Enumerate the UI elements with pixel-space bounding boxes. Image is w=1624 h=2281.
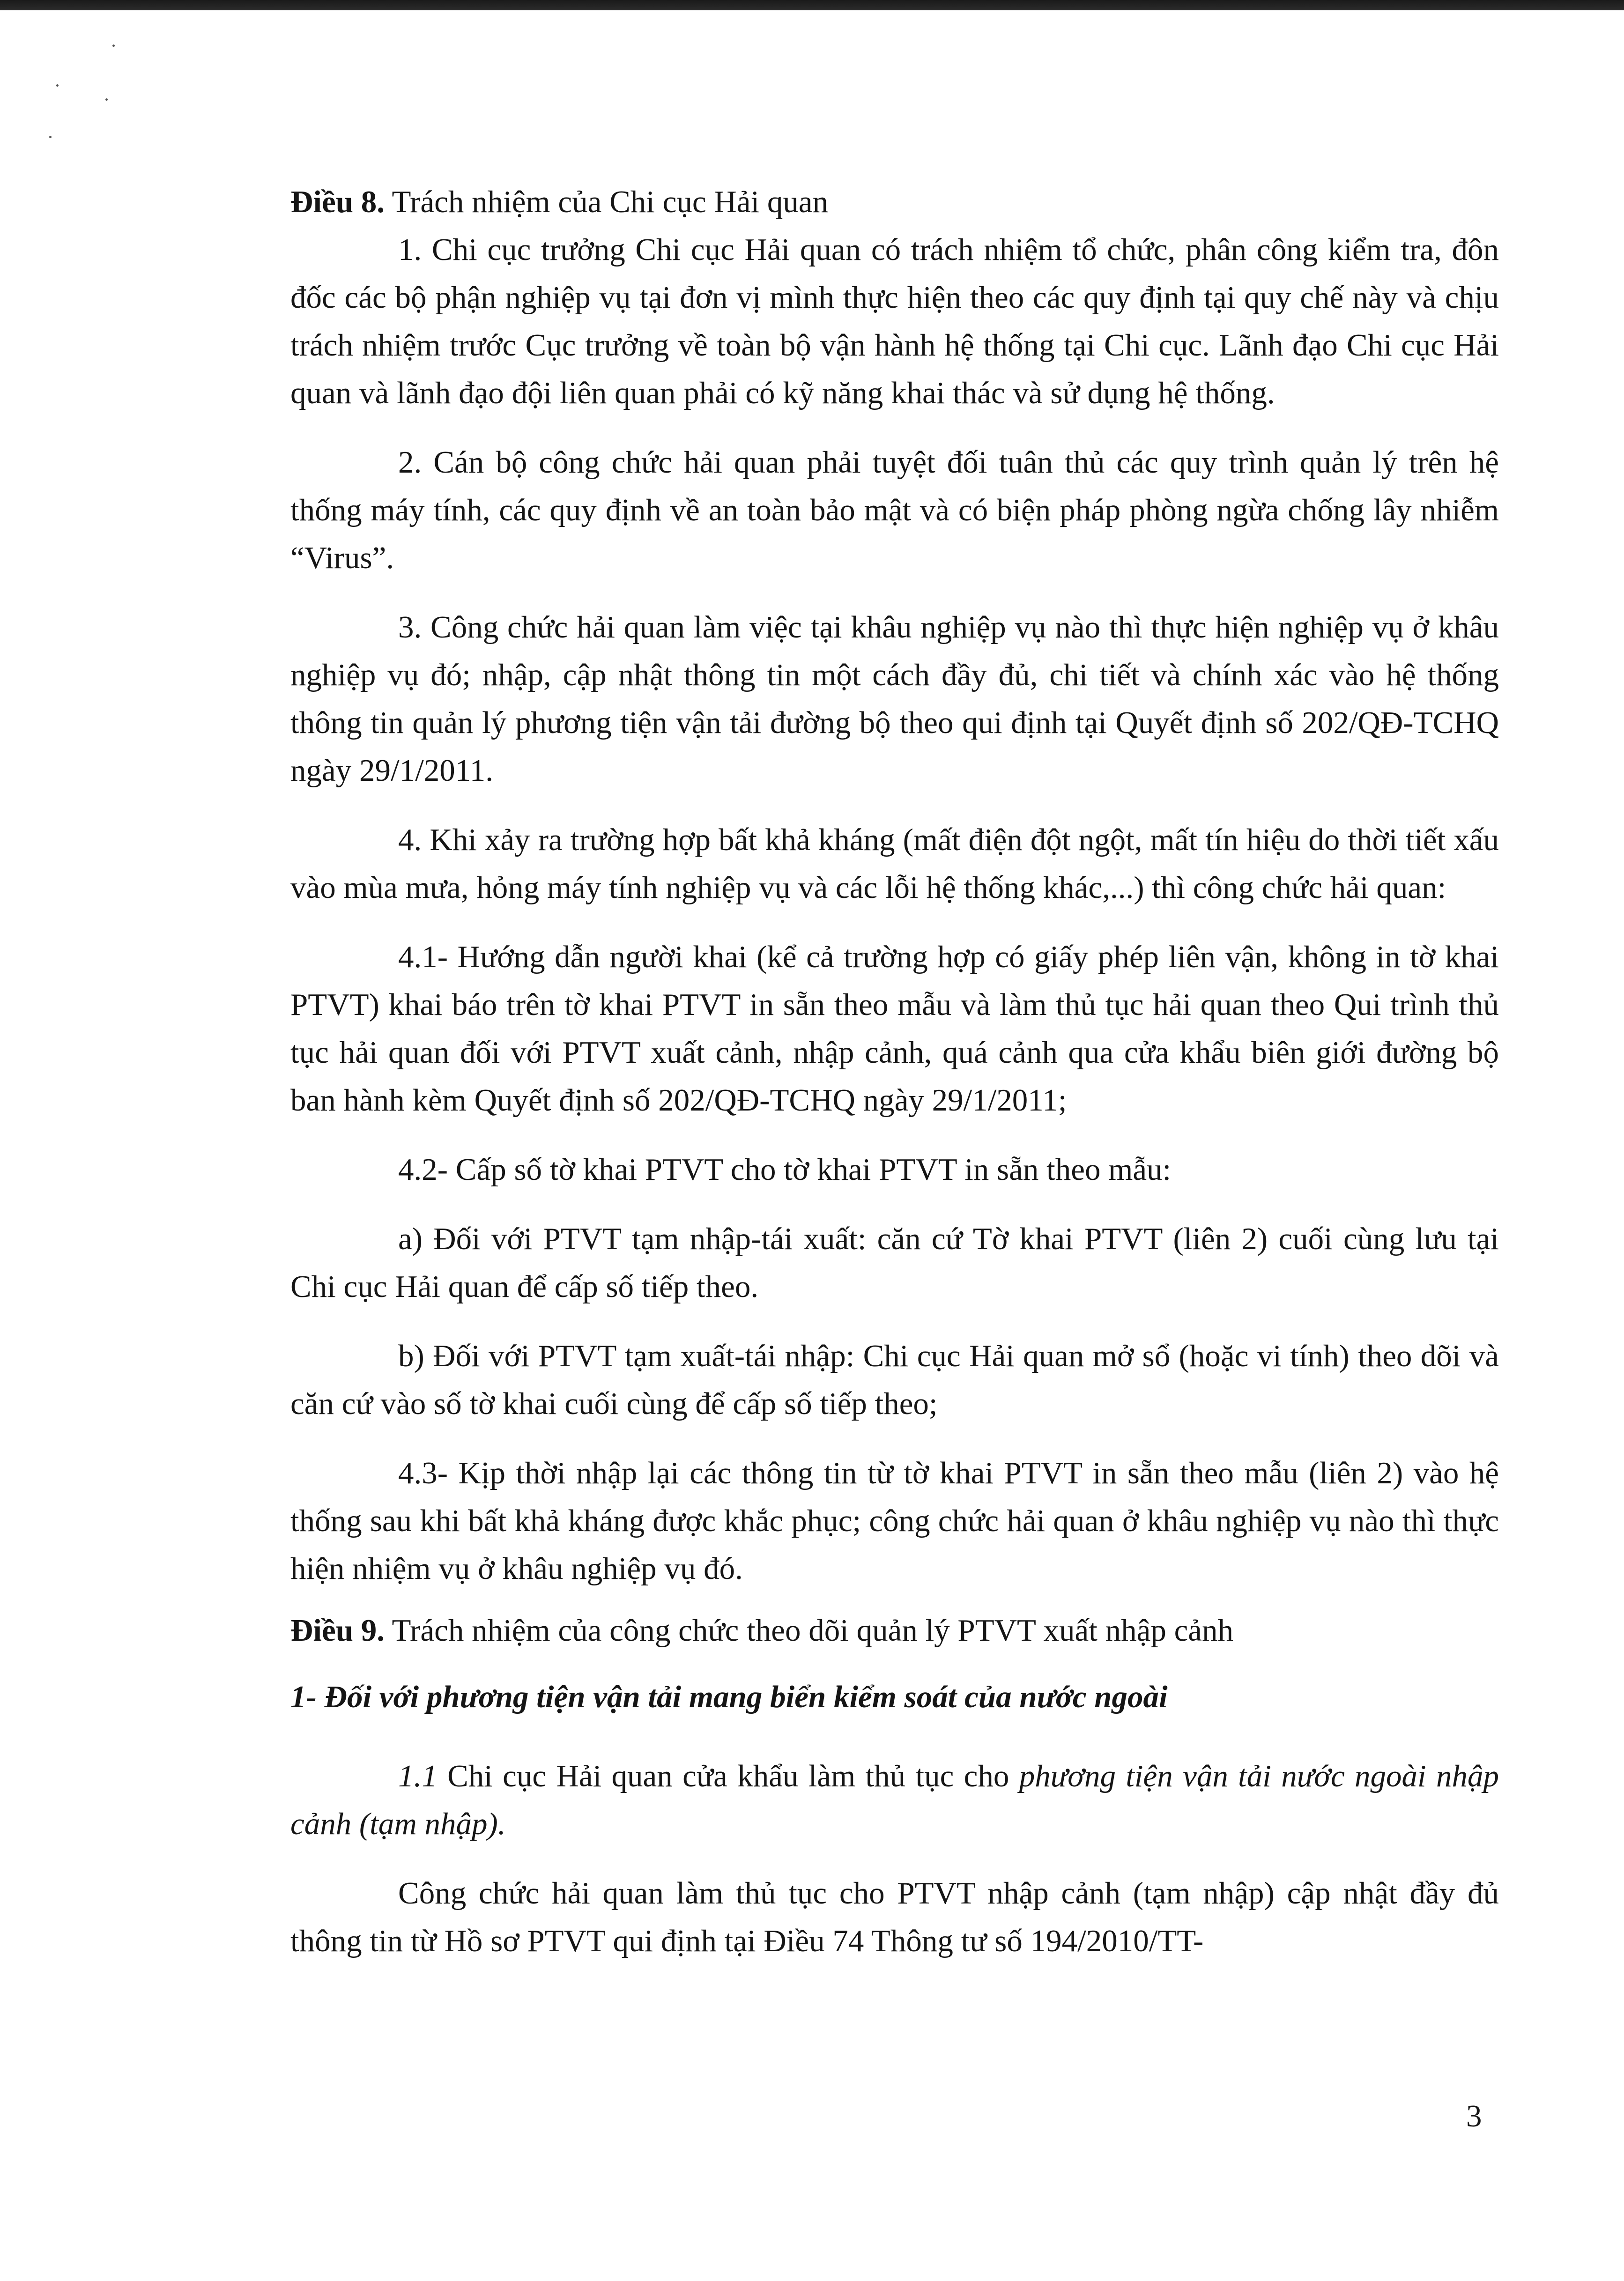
article-8-paragraph-1: 1. Chi cục trưởng Chi cục Hải quan có trách nhiệm tổ chức, phân công kiểm tra, đôn đốc các bộ phận nghiệp vụ tại đơn vị mình thực hiện theo các quy định tại quy chế này và chịu trách nhiệm trước Cục trưởng về toàn bộ vận hành hệ thống tại Chi cục. Lãnh đạo Chi cục Hải quan và lãnh đạo đội liên quan phải có kỹ năng khai thác và sử dụng hệ thống. bbox=[290, 232, 1499, 410]
article-9-paragraph-1-1-b: Công chức hải quan làm thủ tục cho PTVT nhập cảnh (tạm nhập) cập nhật đầy đủ thông tin từ Hồ sơ PTVT qui định tại Điều 74 Thông tư số 194/2010/TT- bbox=[290, 1876, 1499, 1958]
document-body bbox=[290, 178, 1499, 1965]
scan-speck bbox=[105, 98, 108, 101]
scan-speck bbox=[49, 136, 52, 138]
article-9-section-1: 1- Đối với phương tiện vận tải mang biển kiểm soát của nước ngoài bbox=[290, 1680, 1168, 1714]
article-8-label: Điều 8. bbox=[290, 185, 385, 219]
article-9-title: Trách nhiệm của công chức theo dõi quản lý PTVT xuất nhập cảnh bbox=[385, 1613, 1234, 1648]
article-8-paragraph-2: 2. Cán bộ công chức hải quan phải tuyệt đối tuân thủ các quy trình quản lý trên hệ thống máy tính, các quy định về an toàn bảo mật và có biện pháp phòng ngừa chống lây nhiễm “Virus”. bbox=[290, 445, 1499, 575]
page-number: 3 bbox=[1466, 2099, 1482, 2133]
article-9-paragraph-1-1 bbox=[290, 1752, 1499, 1848]
top-border bbox=[0, 0, 1624, 10]
article-8-paragraph-3: 3. Công chức hải quan làm việc tại khâu nghiệp vụ nào thì thực hiện nghiệp vụ ở khâu nghiệp vụ đó; nhập, cập nhật thông tin một cách đầy đủ, chi tiết và chính xác vào hệ thống thông tin quản lý phương tiện vận tải đường bộ theo qui định tại Quyết định số 202/QĐ-TCHQ ngày 29/1/2011. bbox=[290, 610, 1499, 788]
article-8-heading bbox=[290, 178, 1499, 226]
article-9-heading bbox=[290, 1607, 1499, 1654]
article-9-label: Điều 9. bbox=[290, 1613, 385, 1648]
article-8-paragraph-4: 4. Khi xảy ra trường hợp bất khả kháng (mất điện đột ngột, mất tín hiệu do thời tiết xấu vào mùa mưa, hỏng máy tính nghiệp vụ và các lỗi hệ thống khác,...) thì công chức hải quan: bbox=[290, 822, 1499, 905]
article-8-title: Trách nhiệm của Chi cục Hải quan bbox=[385, 185, 829, 219]
article-8-paragraph-4-1: 4.1- Hướng dẫn người khai (kể cả trường hợp có giấy phép liên vận, không in tờ khai PTVT) khai báo trên tờ khai PTVT in sẵn theo mẫu và làm thủ tục hải quan theo Qui trình thủ tục hải quan đối với PTVT xuất cảnh, nhập cảnh, quá cảnh qua cửa khẩu biên giới đường bộ ban hành kèm Quyết định số 202/QĐ-TCHQ ngày 29/1/2011; bbox=[290, 940, 1499, 1118]
article-8-paragraph-4-2: 4.2- Cấp số tờ khai PTVT cho tờ khai PTVT in sẵn theo mẫu: bbox=[398, 1152, 1172, 1187]
paragraph-italic-text: phương tiện vận tải nước ngoài nhập cảnh (tạm nhập). bbox=[290, 1759, 1499, 1841]
scan-speck bbox=[56, 84, 59, 87]
article-8-paragraph-4-2-b: b) Đối với PTVT tạm xuất-tái nhập: Chi cục Hải quan mở sổ (hoặc vi tính) theo dõi và căn cứ vào số tờ khai cuối cùng để cấp số tiếp theo; bbox=[290, 1339, 1499, 1421]
article-8-paragraph-4-3: 4.3- Kịp thời nhập lại các thông tin từ tờ khai PTVT in sẵn theo mẫu (liên 2) vào hệ thống sau khi bất khả kháng được khắc phục; công chức hải quan ở khâu nghiệp vụ nào thì thực hiện nhiệm vụ ở khâu nghiệp vụ đó. bbox=[290, 1456, 1499, 1586]
paragraph-number: 1.1 bbox=[398, 1759, 438, 1793]
article-8-paragraph-4-2-a: a) Đối với PTVT tạm nhập-tái xuất: căn cứ Tờ khai PTVT (liên 2) cuối cùng lưu tại Chi cục Hải quan để cấp số tiếp theo. bbox=[290, 1222, 1499, 1304]
paragraph-text: Chi cục Hải quan cửa khẩu làm thủ tục cho bbox=[437, 1759, 1019, 1793]
scan-speck bbox=[112, 44, 115, 47]
